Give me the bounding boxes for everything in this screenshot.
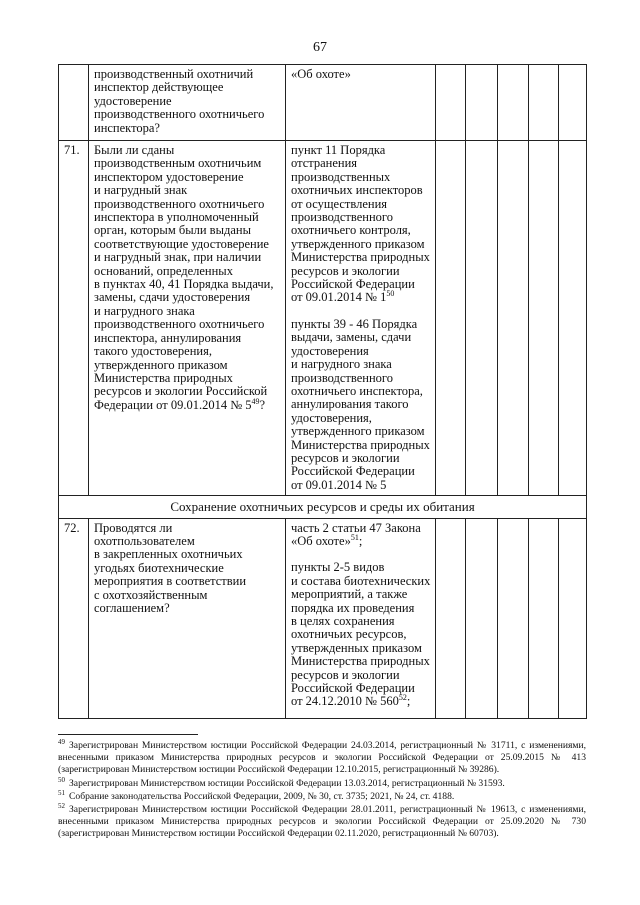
question-cell bbox=[89, 518, 286, 718]
question-cell bbox=[89, 141, 286, 496]
answer-no-cell[interactable] bbox=[466, 65, 498, 141]
answer-extra-cell[interactable] bbox=[529, 65, 559, 141]
notes-cell[interactable] bbox=[559, 518, 587, 718]
notes-cell[interactable] bbox=[559, 141, 587, 496]
row-number: 71. bbox=[59, 141, 89, 496]
table-row bbox=[59, 518, 587, 718]
checklist-table bbox=[58, 64, 587, 719]
footnote-number: 51 bbox=[58, 788, 65, 797]
footnote-text: Зарегистрирован Министерством юстиции Российской Федерации 13.03.2014, регистрационный № 31593. bbox=[69, 777, 505, 789]
reference-tail: ; bbox=[358, 533, 363, 548]
footnote bbox=[58, 740, 586, 777]
answer-yes-cell[interactable] bbox=[436, 141, 466, 496]
footnote-ref[interactable]: 51 bbox=[350, 532, 359, 542]
footnote-divider bbox=[58, 734, 198, 735]
footnote-ref[interactable]: 52 bbox=[398, 693, 407, 703]
footnote-text: Зарегистрирован Министерством юстиции Российской Федерации 28.01.2011, регистрационный № 19613, с изменениями, внесенными приказом Министерства природных ресурсов и экологии Российской Федерации от 25.09.2020 № 730 (зарегистрирован Министерством юстиции Российской Федерации 02.11.2020, регистрационный № 60703). bbox=[58, 804, 586, 840]
reference-text: «Об охоте» bbox=[291, 67, 351, 81]
footnote-number: 52 bbox=[58, 802, 65, 811]
footnote-text: Собрание законодательства Российской Федерации, 2009, № 30, ст. 3735; 2021, № 24, ст. 4188. bbox=[69, 790, 455, 802]
table-row bbox=[59, 141, 587, 496]
reference-text-2: пункты 39 - 46 Порядка выдачи, замены, сдачи удостоверения и нагрудного знака производственного охотничьего инспектора, аннулирования такого удостоверения, утвержденного приказом Министерства природных ресурсов и экологии Российской Федерации от 09.01.2014 № 5 bbox=[291, 316, 430, 492]
answer-extra-cell[interactable] bbox=[529, 518, 559, 718]
answer-extra-cell[interactable] bbox=[529, 141, 559, 496]
question-text: Проводятся ли охотпользователем в закрепленных охотничьих угодьях биотехнические мероприятия в соответствии с охотхозяйственным соглашением? bbox=[94, 520, 247, 615]
reference-text: пункт 11 Порядка отстранения производственных охотничьих инспекторов от осуществления производственного охотничьего контроля, утвержденного приказом Министерства природных ресурсов и экологии Российской Федерации от 09.01.2014 № 1 bbox=[291, 143, 430, 305]
reference-tail: ; bbox=[406, 694, 411, 709]
footnote-text: Зарегистрирован Министерством юстиции Российской Федерации 24.03.2014, регистрационный № 31711, с изменениями, внесенными приказом Министерства природных ресурсов и экологии Российской Федерации от 25.09.2015 № 413 (зарегистрирован Министерством юстиции Российской Федерации 12.10.2015, регистрационный № 39286). bbox=[58, 740, 586, 776]
notes-cell[interactable] bbox=[559, 65, 587, 141]
answer-na-cell[interactable] bbox=[498, 141, 529, 496]
row-number: 72. bbox=[59, 518, 89, 718]
reference-cell bbox=[286, 518, 436, 718]
answer-no-cell[interactable] bbox=[466, 141, 498, 496]
table-row bbox=[59, 65, 587, 141]
reference-cell bbox=[286, 141, 436, 496]
footnote bbox=[58, 788, 586, 803]
section-row bbox=[59, 496, 587, 518]
reference-cell bbox=[286, 65, 436, 141]
answer-na-cell[interactable] bbox=[498, 518, 529, 718]
reference-text-2: пункты 2-5 видов и состава биотехнических мероприятий, а также порядка их проведения в целях сохранения охотничьих ресурсов, утвержденных приказом Министерства природных ресурсов и экологии Российской Федерации от 24.12.2010 № 560 bbox=[291, 560, 431, 709]
answer-yes-cell[interactable] bbox=[436, 65, 466, 141]
question-text: Были ли сданы производственным охотничьим инспектором удостоверение и нагрудный знак производственного охотничьего инспектора в уполномоченный орган, которым были выданы соответствующие удостоверение и нагрудный знак, при наличии оснований, определенных в пунктах 40, 41 Порядка выдачи, замены, сдачи удостоверения и нагрудного знака производственного охотничьего инспектора, аннулирования такого удостоверения, утвержденного приказом Министерства природных ресурсов и экологии Российской Федерации от 09.01.2014 № 5 bbox=[94, 143, 274, 412]
section-title: Сохранение охотничьих ресурсов и среды их обитания bbox=[59, 496, 587, 518]
page-number: 67 bbox=[313, 40, 327, 55]
reference-text: часть 2 статьи 47 Закона «Об охоте» bbox=[291, 520, 421, 548]
footnote-ref[interactable]: 50 bbox=[386, 289, 395, 299]
row-number bbox=[59, 65, 89, 141]
footnote bbox=[58, 804, 586, 841]
question-tail: ? bbox=[259, 397, 266, 412]
footnote bbox=[58, 775, 586, 790]
answer-yes-cell[interactable] bbox=[436, 518, 466, 718]
footnote-ref[interactable]: 49 bbox=[251, 396, 260, 406]
footnote-number: 49 bbox=[58, 738, 65, 746]
question-cell bbox=[89, 65, 286, 141]
question-text: производственный охотничий инспектор действующее удостоверение производственного охотничьего инспектора? bbox=[94, 67, 265, 135]
answer-no-cell[interactable] bbox=[466, 518, 498, 718]
footnotes bbox=[58, 740, 586, 842]
footnote-number: 50 bbox=[58, 775, 65, 784]
answer-na-cell[interactable] bbox=[498, 65, 529, 141]
